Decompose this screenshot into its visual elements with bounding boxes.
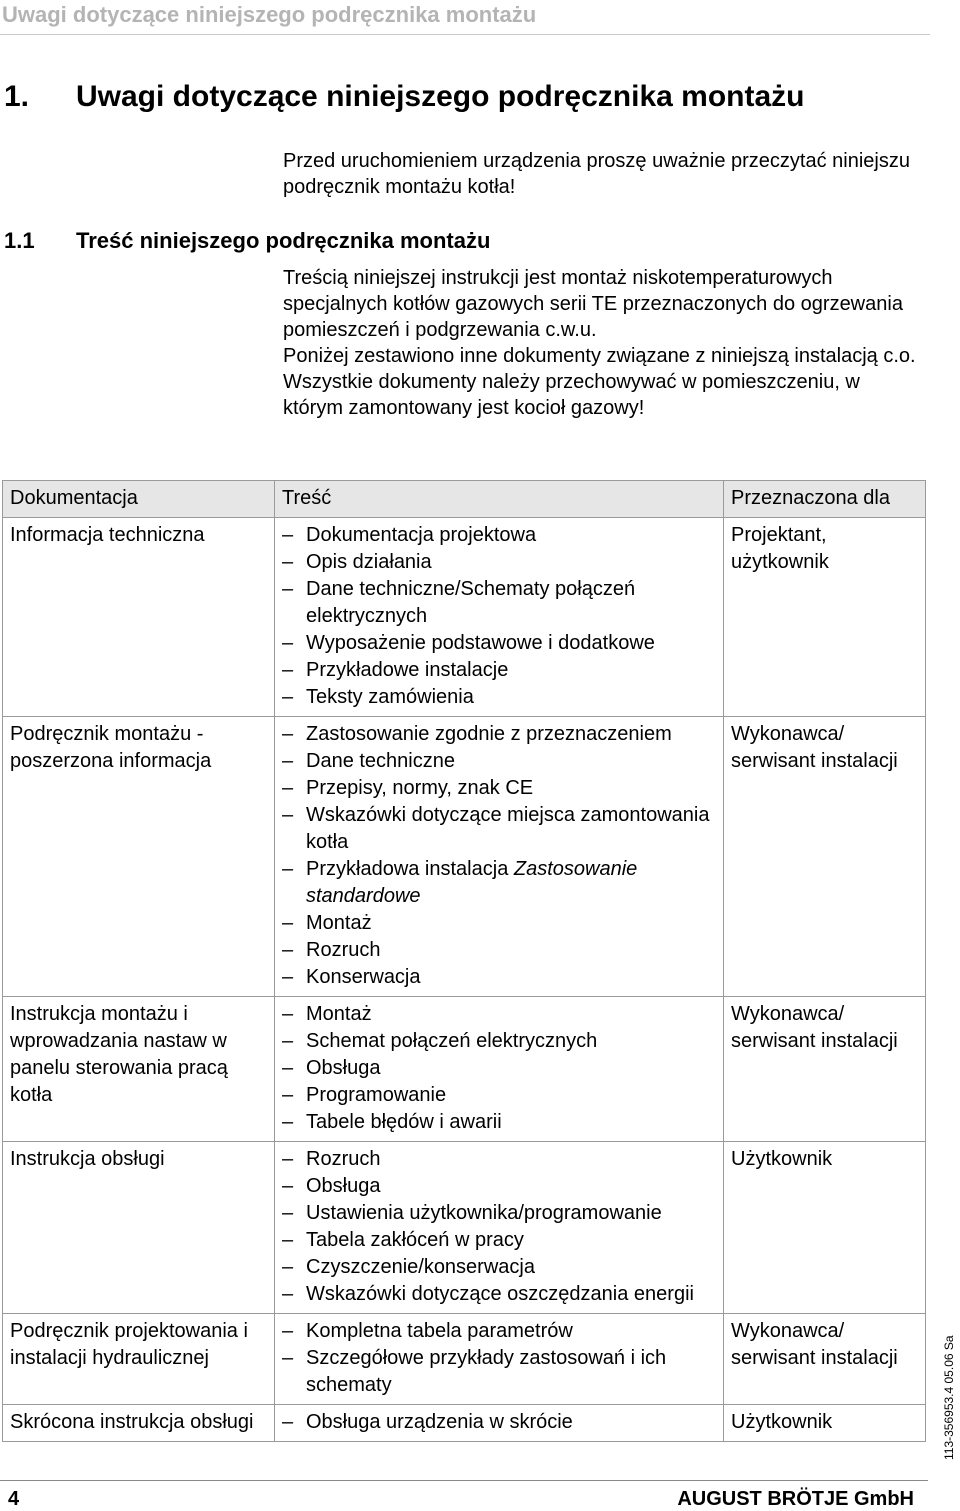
list-item: – Kompletna tabela parametrów: [282, 1318, 717, 1345]
doc-audience: Projektant, użytkownik: [724, 518, 926, 717]
list-item: – Wskazówki dotyczące miejsca zamontowania kotła: [282, 802, 717, 856]
body-text: [283, 265, 923, 421]
footer-divider: [0, 1480, 928, 1481]
list-item: – Montaż: [282, 1001, 717, 1028]
list-item: – Tabele błędów i awarii: [282, 1109, 717, 1136]
page-number: 4: [8, 1488, 20, 1510]
list-item: – Obsługa: [282, 1173, 717, 1200]
subsection-number: 1.1: [4, 228, 35, 253]
doc-name: Instrukcja montażu i wprowadzania nastaw w panelu sterowania pracą kotła: [3, 997, 275, 1142]
list-item: – Ustawienia użytkownika/programowanie: [282, 1200, 717, 1227]
list-item: – Teksty zamówienia: [282, 684, 717, 711]
intro-note: Przed uruchomieniem urządzenia proszę uważnie przeczytać niniejszu podręcznik montażu kotła!: [283, 150, 910, 198]
list-item: – Konserwacja: [282, 964, 717, 991]
doc-audience: Użytkownik: [724, 1405, 926, 1442]
header-intended-for: Przeznaczona dla: [724, 481, 926, 518]
list-item: – Wyposażenie podstawowe i dodatkowe: [282, 630, 717, 657]
list-item: – Programowanie: [282, 1082, 717, 1109]
company-name: AUGUST BRÖTJE GmbH: [677, 1488, 914, 1510]
table-row: [3, 1405, 926, 1442]
list-item: – Szczegółowe przykłady zastosowań i ich schematy: [282, 1345, 717, 1399]
doc-name: Instrukcja obsługi: [3, 1142, 275, 1314]
doc-name: Skrócona instrukcja obsługi: [3, 1405, 275, 1442]
list-item: – Tabela zakłóceń w pracy: [282, 1227, 717, 1254]
table-row: [3, 997, 926, 1142]
doc-contents: [275, 717, 724, 997]
list-item-text: Przykładowa instalacja: [306, 858, 509, 880]
paragraph: Poniżej zestawiono inne dokumenty związane z niniejszą instalacją c.o.: [283, 345, 916, 367]
paragraph: Wszystkie dokumenty należy przechowywać w pomieszczeniu, w którym zamontowany jest kocioł gazowy!: [283, 371, 860, 419]
doc-contents: [275, 518, 724, 717]
table-row: [3, 717, 926, 997]
list-item: – Schemat połączeń elektrycznych: [282, 1028, 717, 1055]
subsection-heading: [4, 228, 490, 254]
doc-name: Informacja techniczna: [3, 518, 275, 717]
doc-name: Podręcznik projektowania i instalacji hydraulicznej: [3, 1314, 275, 1405]
table-row: [3, 518, 926, 717]
list-item: – Rozruch: [282, 937, 717, 964]
list-item: – Wskazówki dotyczące oszczędzania energii: [282, 1281, 717, 1308]
subsection-title: Treść niniejszego podręcznika montażu: [76, 228, 491, 253]
list-item: – Dokumentacja projektowa: [282, 522, 717, 549]
running-header: Uwagi dotyczące niniejszego podręcznika montażu: [0, 2, 930, 35]
doc-contents: [275, 1142, 724, 1314]
doc-audience: Użytkownik: [724, 1142, 926, 1314]
paragraph: Treścią niniejszej instrukcji jest montaż niskotemperaturowych specjalnych kotłów gazowych serii TE przeznaczonych do ogrzewania pomieszczeń i podgrzewania c.w.u.: [283, 267, 903, 341]
list-item-emphasis: Zastosowanie standardowe: [306, 858, 638, 907]
list-item: – Przykładowe instalacje: [282, 657, 717, 684]
list-item: – Czyszczenie/konserwacja: [282, 1254, 717, 1281]
header-content: Treść: [275, 481, 724, 518]
doc-name: Podręcznik montażu - poszerzona informacja: [3, 717, 275, 997]
doc-contents: [275, 997, 724, 1142]
list-item: – Przepisy, normy, znak CE: [282, 775, 717, 802]
list-item: – Dane techniczne: [282, 748, 717, 775]
list-item: – Opis działania: [282, 549, 717, 576]
doc-audience: Wykonawca/ serwisant instalacji: [724, 997, 926, 1142]
doc-audience: Wykonawca/ serwisant instalacji: [724, 717, 926, 997]
header-documentation: Dokumentacja: [3, 481, 275, 518]
table-row: [3, 1314, 926, 1405]
section-heading: [4, 80, 804, 114]
doc-audience: Wykonawca/ serwisant instalacji: [724, 1314, 926, 1405]
list-item: [282, 856, 717, 910]
table-row: [3, 1142, 926, 1314]
section-title: Uwagi dotyczące niniejszego podręcznika montażu: [76, 80, 805, 113]
doc-contents: [275, 1405, 724, 1442]
doc-contents: [275, 1314, 724, 1405]
documents-table: [2, 480, 926, 1442]
list-item: – Obsługa: [282, 1055, 717, 1082]
list-item: – Dane techniczne/Schematy połączeń elektrycznych: [282, 576, 717, 630]
document-code: 113-356953.4 05.06 Sa: [942, 1335, 956, 1460]
list-item: – Zastosowanie zgodnie z przeznaczeniem: [282, 721, 717, 748]
list-item: – Montaż: [282, 910, 717, 937]
list-item: – Obsługa urządzenia w skrócie: [282, 1409, 717, 1436]
section-number: 1.: [4, 80, 30, 113]
table-header-row: [3, 481, 926, 518]
list-item: – Rozruch: [282, 1146, 717, 1173]
